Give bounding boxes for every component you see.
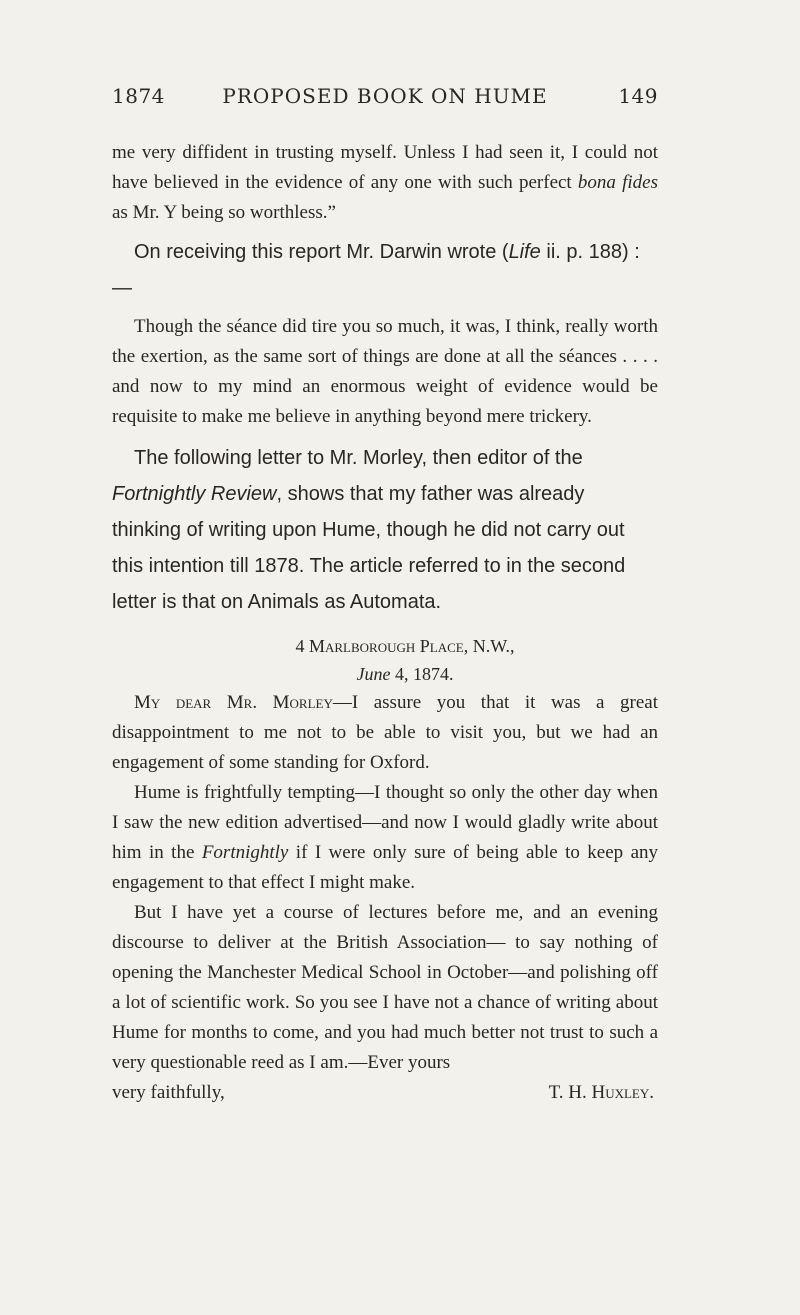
letter-address: 4 Marlborough Place, N.W., [295,636,515,656]
letter-signature: T. H. Huxley. [548,1082,654,1103]
letter-signoff [112,1078,658,1108]
text-run: The following letter to Mr. Morley, then editor of the [134,447,583,469]
italic-run: June [356,664,391,684]
letter-date [152,660,658,688]
letter-paragraph-2 [112,778,658,898]
running-head-year: 1874 [112,84,165,108]
paragraph-darwin-quote: Though the séance did tire you so much, it was, I think, really worth the exertion, as the same sort of things are done at all the séances . . . . and now to my mind an enormous weight of evidence would be requisite to make me believe in anything beyond mere trickery. [112,316,658,427]
page-body [112,138,658,1108]
text-run: as Mr. Y being so worthless.” [112,202,336,223]
paragraph-continued-quote [112,138,658,228]
italic-run: bona fides [577,172,658,193]
italic-run: Fortnightly Review [112,483,277,505]
letter-dateline [112,632,658,688]
text-run: , shows that my father was already thinking of writing upon Hume, though he did not carry out this intention till 1878. The article referred to in the second letter is that on Animals as Automata. [112,483,626,613]
italic-run: Fortnightly [201,842,289,863]
letter-salutation: My dear Mr. Morley [134,692,333,713]
paragraph-morley-intro [112,440,658,620]
letter-closing: very faithfully, [112,1082,225,1103]
text-run: me very diffident in trusting myself. Unless I had seen it, I could not have believed in the evidence of any one with such perfect [112,142,658,193]
text-run: ii. p. 188) :— [112,241,640,299]
text-run: On receiving this report Mr. Darwin wrote ( [134,241,509,263]
letter-paragraph-3: But I have yet a course of lectures before me, and an evening discourse to deliver at the British Association— to say nothing of opening the Manchester Medical School in October—and polishing off a lot of scientific work. So you see I have not a chance of writing about Hume for months to come, and you had much better not trust to such a very questionable reed as I am.—Ever yours [112,902,658,1073]
letter-paragraph-1 [112,688,658,778]
running-head-title: PROPOSED BOOK ON HUME [222,84,548,108]
text-run: 4, 1874. [390,664,454,684]
page-number: 149 [618,84,658,108]
paragraph-darwin-intro [112,234,658,306]
italic-run: Life [508,241,541,263]
text-run: —I assure you that it was a great disappointment to me not to be able to visit you, but we had an engagement of some standing for Oxford. [112,692,658,773]
text-run: Hume is frightfully tempting—I thought so only the other day when I saw the new edition advertised—and now I would gladly write about him in the [112,782,658,863]
running-head [112,84,658,114]
text-run: if I were only sure of being able to keep any engagement to that effect I might make. [112,842,658,893]
